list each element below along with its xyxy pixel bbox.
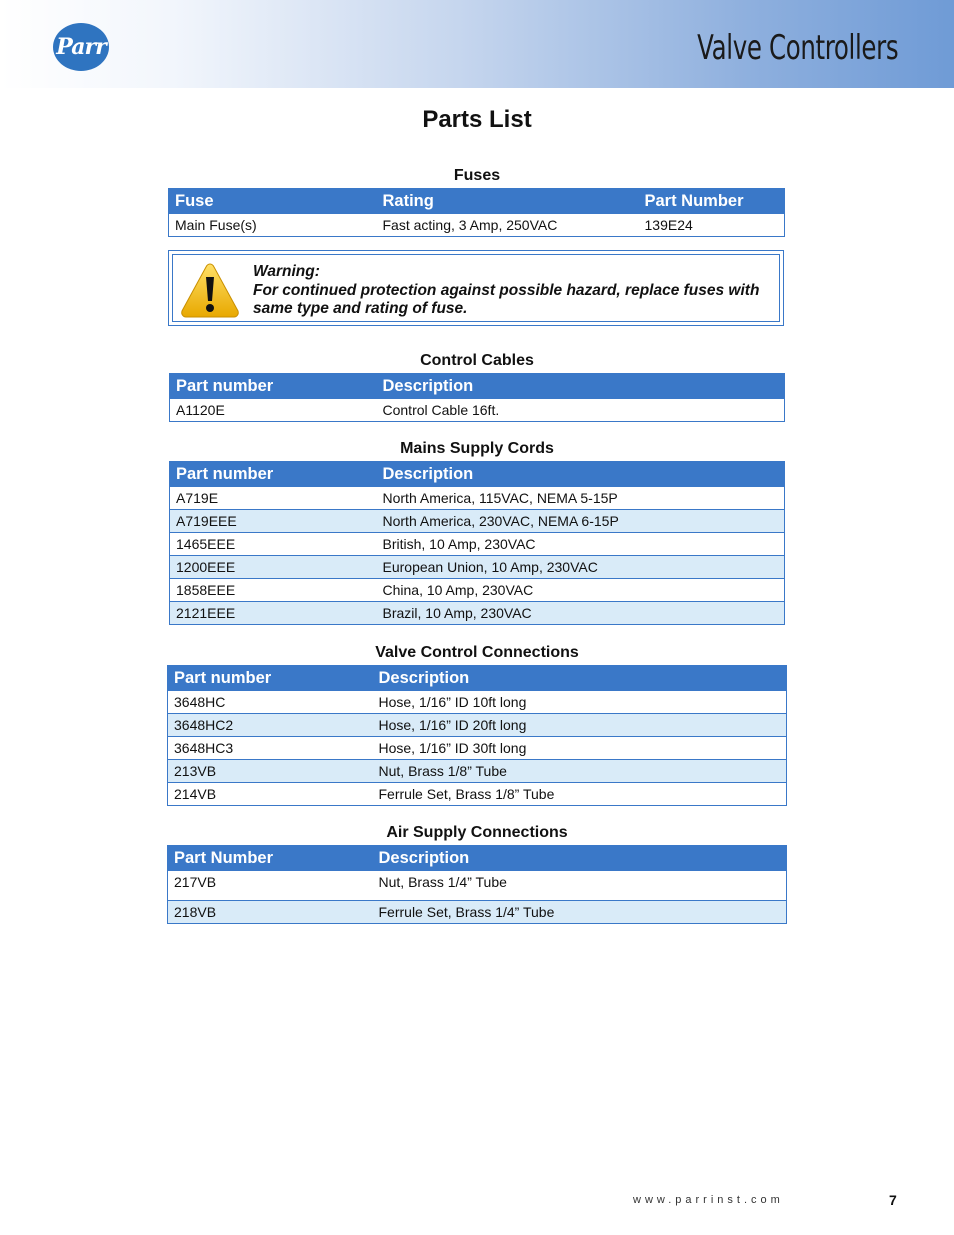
warning-body: For continued protection against possible hazard, replace fuses with same type and rating of fuse.	[253, 281, 760, 317]
table-cell: A719E	[170, 487, 377, 510]
table-row	[170, 579, 785, 602]
table-cell: 3648HC3	[168, 737, 373, 760]
warning-text	[253, 263, 771, 319]
fuses-title: Fuses	[453, 167, 501, 184]
page-number: 7	[889, 1192, 897, 1208]
table-header-row	[170, 374, 785, 399]
table-header-row	[170, 462, 785, 487]
table-cell: Hose, 1/16” ID 30ft long	[373, 737, 787, 760]
table-row	[168, 737, 787, 760]
column-header: Description	[373, 666, 787, 691]
parr-logo	[53, 23, 109, 71]
table-row	[168, 691, 787, 714]
air-connections-table	[167, 845, 787, 924]
column-header: Fuse	[169, 189, 377, 214]
valve-connections-table	[167, 665, 787, 806]
table-cell: Brazil, 10 Amp, 230VAC	[377, 602, 785, 625]
column-header: Part number	[170, 374, 377, 399]
column-header: Description	[373, 846, 787, 871]
table-cell: China, 10 Amp, 230VAC	[377, 579, 785, 602]
warning-box	[168, 250, 784, 326]
table-cell: 2121EEE	[170, 602, 377, 625]
column-header: Part number	[168, 666, 373, 691]
table-row	[168, 783, 787, 806]
table-cell: 1465EEE	[170, 533, 377, 556]
mains-cords-table	[169, 461, 785, 625]
table-row	[170, 533, 785, 556]
warning-inner-border	[172, 254, 780, 322]
column-header: Part Number	[639, 189, 785, 214]
column-header: Part Number	[168, 846, 373, 871]
table-cell: 214VB	[168, 783, 373, 806]
control-cables-table	[169, 373, 785, 422]
table-cell: Control Cable 16ft.	[377, 399, 785, 422]
table-cell: 1858EEE	[170, 579, 377, 602]
table-cell: European Union, 10 Amp, 230VAC	[377, 556, 785, 579]
valve-connections-title: Valve Control Connections	[375, 644, 579, 661]
table-row	[170, 510, 785, 533]
table-cell: Main Fuse(s)	[169, 214, 377, 237]
table-row	[168, 760, 787, 783]
table-cell: Fast acting, 3 Amp, 250VAC	[377, 214, 639, 237]
table-cell: Ferrule Set, Brass 1/4” Tube	[373, 901, 787, 924]
table-cell: 3648HC	[168, 691, 373, 714]
table-header-row	[169, 189, 785, 214]
table-cell: A1120E	[170, 399, 377, 422]
warning-heading: Warning:	[253, 263, 320, 280]
footer-url: www.parrinst.com	[633, 1194, 784, 1206]
table-row	[170, 487, 785, 510]
table-cell: British, 10 Amp, 230VAC	[377, 533, 785, 556]
table-row	[169, 214, 785, 237]
column-header: Description	[377, 462, 785, 487]
air-connections-title: Air Supply Connections	[386, 824, 568, 841]
table-header-row	[168, 846, 787, 871]
table-cell: A719EEE	[170, 510, 377, 533]
table-row	[170, 399, 785, 422]
page-heading: Parts List	[422, 106, 532, 133]
fuses-table	[168, 188, 785, 237]
table-cell: 3648HC2	[168, 714, 373, 737]
control-cables-title: Control Cables	[420, 352, 534, 369]
table-cell: 217VB	[168, 871, 373, 901]
table-cell: Nut, Brass 1/8” Tube	[373, 760, 787, 783]
table-cell: 218VB	[168, 901, 373, 924]
document-title: Valve Controllers	[696, 28, 898, 68]
table-cell: North America, 115VAC, NEMA 5-15P	[377, 487, 785, 510]
table-cell: North America, 230VAC, NEMA 6-15P	[377, 510, 785, 533]
table-cell: Ferrule Set, Brass 1/8” Tube	[373, 783, 787, 806]
warning-triangle-icon	[179, 261, 241, 319]
table-cell: 139E24	[639, 214, 785, 237]
table-header-row	[168, 666, 787, 691]
logo-text: Parr	[56, 34, 106, 60]
table-cell: Hose, 1/16” ID 20ft long	[373, 714, 787, 737]
table-row	[170, 556, 785, 579]
table-row	[170, 602, 785, 625]
column-header: Part number	[170, 462, 377, 487]
table-row	[168, 901, 787, 924]
table-cell: 213VB	[168, 760, 373, 783]
table-row	[168, 714, 787, 737]
mains-cords-title: Mains Supply Cords	[400, 440, 554, 457]
table-cell: Nut, Brass 1/4” Tube	[373, 871, 787, 901]
table-row	[168, 871, 787, 901]
table-cell: 1200EEE	[170, 556, 377, 579]
column-header: Description	[377, 374, 785, 399]
table-cell: Hose, 1/16” ID 10ft long	[373, 691, 787, 714]
column-header: Rating	[377, 189, 639, 214]
